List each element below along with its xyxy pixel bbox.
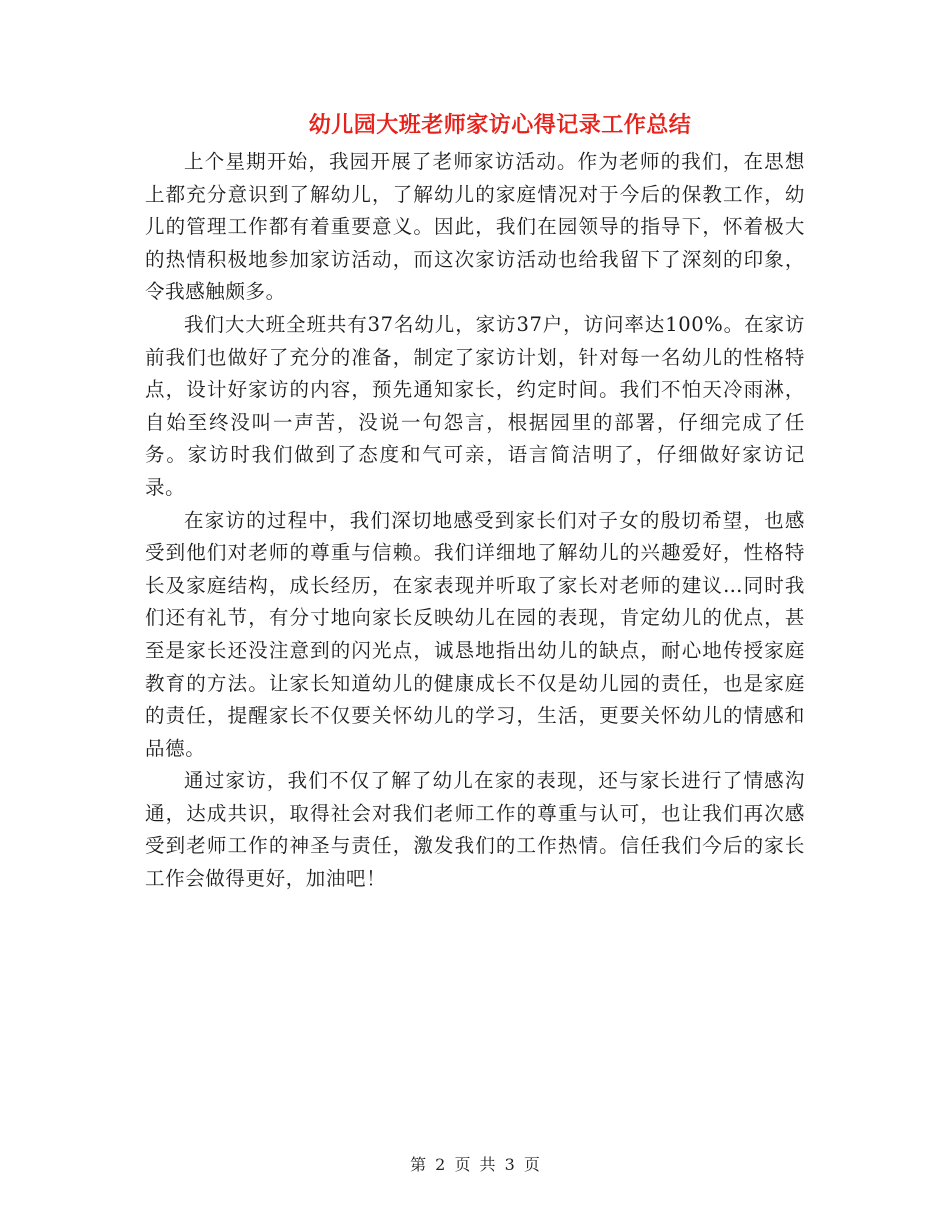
page-number-footer: 第 2 页 共 3 页: [410, 1155, 540, 1174]
paragraph-1: 上个星期开始，我园开展了老师家访活动。作为老师的我们，在思想上都充分意识到了解幼儿，了解幼儿的家庭情况对于今后的保教工作，幼儿的管理工作都有着重要意义。因此，我们在园领导的指导下，怀着极大的热情积极地参加家访活动，而这次家访活动也给我留下了深刻的印象，令我感触颇多。: [145, 150, 805, 304]
paragraph-2: 我们大大班全班共有37名幼儿，家访37户，访问率达100%。在家访前我们也做好了充分的准备，制定了家访计划，针对每一名幼儿的性格特点，设计好家访的内容，预先通知家长，约定时间。我们不怕天冷雨淋，自始至终没叫一声苦，没说一句怨言，根据园里的部署，仔细完成了任务。家访时我们做到了态度和气可亲，语言简洁明了，仔细做好家访记录。: [145, 312, 805, 499]
document-body: [145, 146, 805, 896]
paragraph-3: 在家访的过程中，我们深切地感受到家长们对子女的殷切希望，也感受到他们对老师的尊重与信赖。我们详细地了解幼儿的兴趣爱好，性格特长及家庭结构，成长经历，在家表现并听取了家长对老师的建议…同时我们还有礼节，有分寸地向家长反映幼儿在园的表现，肯定幼儿的优点，甚至是家长还没注意到的闪光点，诚恳地指出幼儿的缺点，耐心地传授家庭教育的方法。让家长知道幼儿的健康成长不仅是幼儿园的责任，也是家庭的责任，提醒家长不仅要关怀幼儿的学习，生活，更要关怀幼儿的情感和品德。: [145, 508, 805, 760]
document-title: 幼儿园大班老师家访心得记录工作总结: [308, 112, 692, 138]
paragraph-4: 通过家访，我们不仅了解了幼儿在家的表现，还与家长进行了情感沟通，达成共识，取得社会对我们老师工作的尊重与认可，也让我们再次感受到老师工作的神圣与责任，激发我们的工作热情。信任我们今后的家长工作会做得更好，加油吧！: [145, 769, 805, 891]
